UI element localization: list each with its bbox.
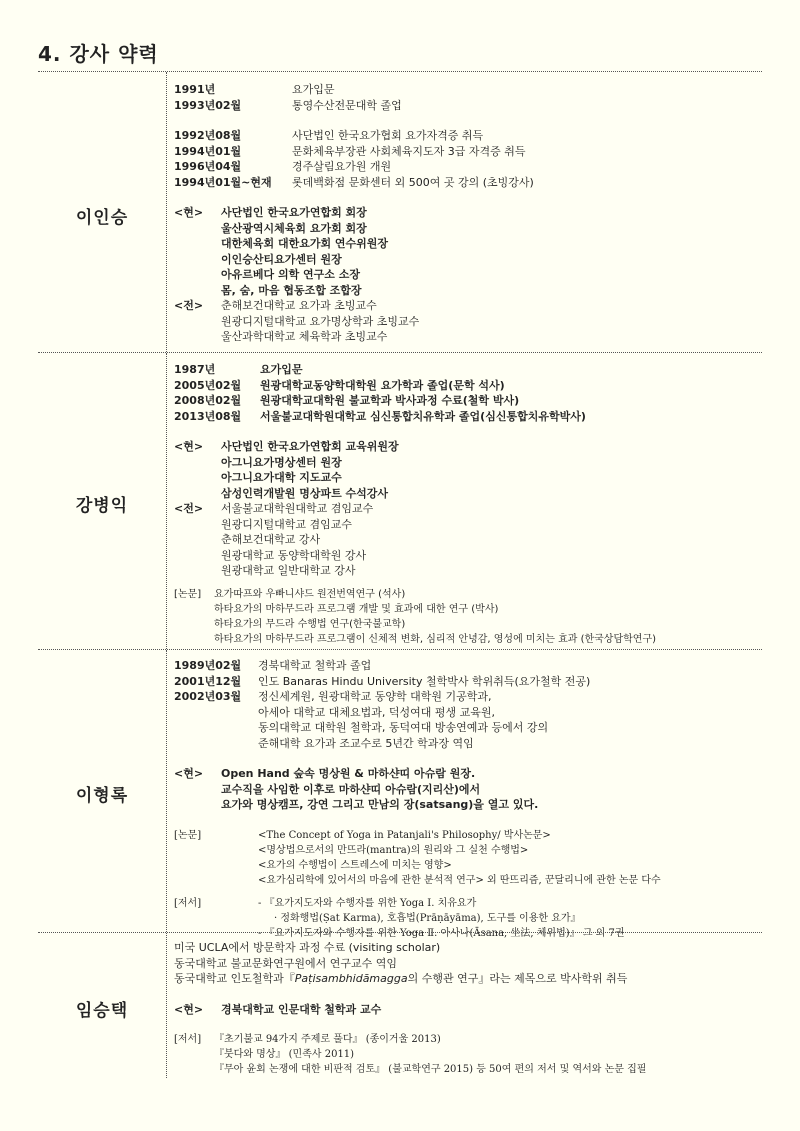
instructor-profile: 1987년 요가입문 2005년02월 원광대학교동양학대학원 요가학과 졸업(문학 석사) 2008년02월 원광대학교대학원 불교학과 박사과정 수료(철학 박사) 2013년08월 서울불교대학원대학교 심신통합치유학과 졸업(심신통합치유학박사) <현> 사단법인 한국요가연합회 교육위원장 아그니요가명상센터 원장 아그니요가대학 지도교수 삼성인력개발원 명상파트 수석강사 <전> 서울불교대학원대학교 겸임교수 원광디지털대학교 겸임교수 춘해보건대학교 강사 원광대학교 동양학대학원 강사 원광대학교 일반대학교 강사 [논문] 요가따프와 우빠니샤드 원전번역연구 (석사) 하타요가의 마하무드라 프로그램 개발 및 효과에 대한 연구 (박사) 하타요가의 무드라 수행법 연구(한국불교학) 하타요가의 마하무드라 프로그램이 신체적 변화, 심리적 안녕감, 영성에 미치는 효과 (한국상담학연구) <box>174 363 657 645</box>
instructor-profile: 미국 UCLA에서 방문학자 과정 수료 (visiting scholar) 동국대학교 불교문화연구원에서 연구교수 역임 동국대학교 인도철학과『Paṭisambhidāmagga의 수행관 연구』라는 제목으로 박사학위 취득 <현> 경북대학교 인문대학 철학과 교수 [저서] 『초기불교 94가지 주제로 풀다』 (종이거울 2013) 『붓다와 명상』 (민족사 2011) 『무아 윤회 논쟁에 대한 비판적 검토』 (불교학연구 2015) 등 50여 편의 저서 및 역서와 논문 집필 <box>174 941 647 1075</box>
column-divider <box>166 72 167 352</box>
section-divider <box>38 352 762 353</box>
instructor-name: 이인승 <box>75 208 129 228</box>
instructor-name: 이형록 <box>75 786 129 806</box>
section-divider <box>38 932 762 933</box>
instructor-profile: 1989년02월 경북대학교 철학과 졸업 2001년12월 인도 Banaras Hindu University 철학박사 학위취득(요가철학 전공) 2002년03월 정신세계원, 원광대학교 동양학 대학원 기공학과, 아세아 대학교 대체요법과, 덕성여대 평생 교육원, 동의대학교 대학원 철학과, 동덕여대 방송연예과 등에서 강의 준해대학 요가과 조교수로 5년간 학과장 역임 <현> Open Hand 숲속 명상원 & 마하샨띠 아슈람 원장. 교수직을 사임한 이후로 마하샨띠 아슈람(지리산)에서 요가와 명상캠프, 강연 그리고 만남의 장(satsang)을 열고 있다. [논문] <The Concept of Yoga in Patanjali's Philosophy/ 박사논문> <명상법으로서의 만뜨라(mantra)의 원리와 그 실천 수행법> <요가의 수행법이 스트레스에 미치는 영향> <요가심리학에 있어서의 마음에 관한 분석적 연구> 외 딴뜨리즘, 꾼달리니에 관한 논문 다수 [저서] - 『요가지도자와 수행자를 위한 Yoga Ⅰ. 치유요가 · 정화행법(Ṣat Karma), 호흡법(Prāṇāyāma), 도구를 이용한 요가』 - 『요가지도자와 수행자를 위한 Yoga Ⅱ. 아사나(Āsana, 坐法, 체위법)』 그 외 7권 <box>174 659 661 939</box>
column-divider <box>166 933 167 1078</box>
instructor-profile: 1991년 요가입문 1993년02월 통영수산전문대학 졸업 1992년08월 사단법인 한국요가협회 요가자격증 취득 1994년01월 문화체육부장관 사회체육지도자 3급 자격증 취득 1996년04월 경주살림요가원 개원 1994년01월~현재 롯데백화점 문화센터 외 500여 곳 강의 (초빙강사) <현> 사단법인 한국요가연합회 회장 울산광역시체육회 요가회 회장 대한체육회 대한요가회 연수위원장 이인승산티요가센터 원장 아유르베다 의학 연구소 소장 몸, 숨, 마음 협동조합 조합장 <전> 춘해보건대학교 요가과 초빙교수 원광디지털대학교 요가명상학과 초빙교수 울산과학대학교 체육학과 초빙교수 <box>174 83 534 343</box>
section-divider <box>38 649 762 650</box>
top-border <box>38 71 762 72</box>
column-divider <box>166 650 167 932</box>
instructor-name: 강병익 <box>75 496 129 516</box>
column-divider <box>166 353 167 649</box>
instructor-name: 임승택 <box>75 1001 129 1021</box>
page-title: 4. 강사 약력 <box>38 42 159 66</box>
